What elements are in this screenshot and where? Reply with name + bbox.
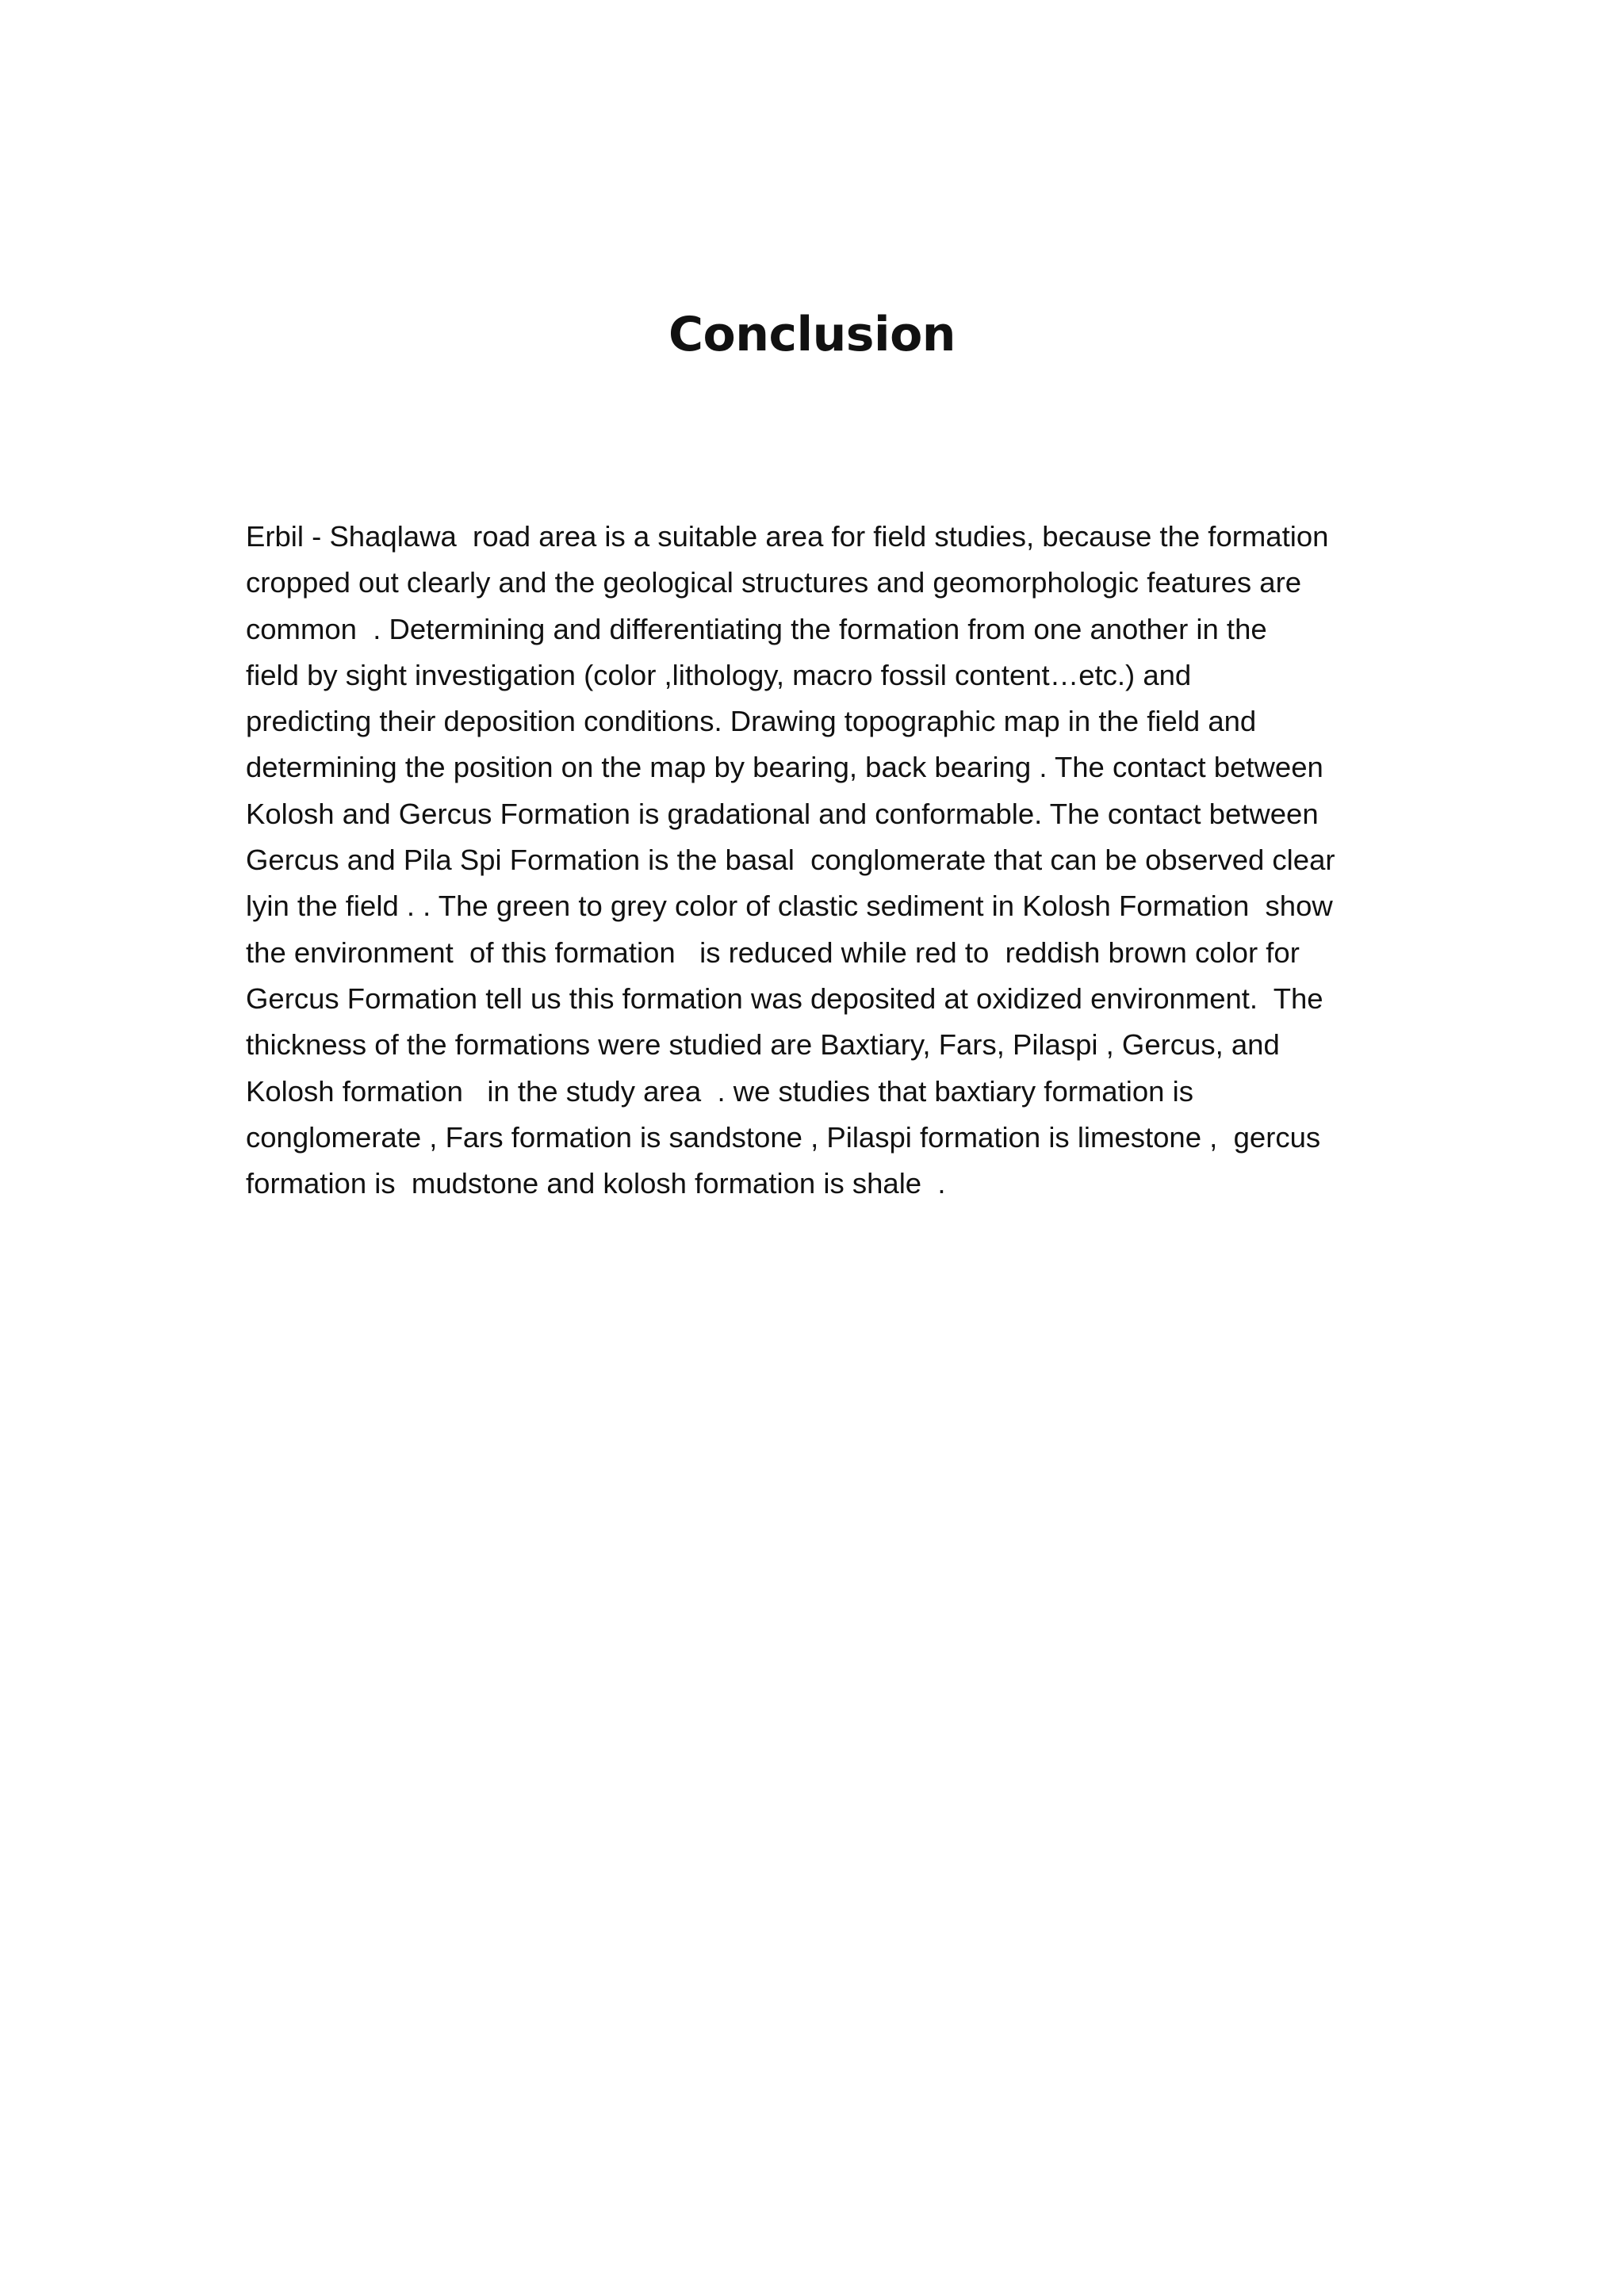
paragraph-line: Kolosh formation in the study area . we studies that baxtiary formation is bbox=[246, 1074, 1193, 1108]
paragraph-line: conglomerate , Fars formation is sandstone , Pilaspi formation is limestone , gercus bbox=[246, 1120, 1321, 1154]
paragraph-line: Gercus and Pila Spi Formation is the basal conglomerate that can be observed clear bbox=[246, 844, 1335, 877]
paragraph-line: predicting their deposition conditions. Drawing topographic map in the field and bbox=[246, 705, 1257, 738]
page-title: Conclusion bbox=[668, 307, 956, 362]
paragraph-line: the environment of this formation is reduced while red to reddish brown color for bbox=[246, 936, 1300, 969]
paragraph-line: thickness of the formations were studied are Baxtiary, Fars, Pilaspi , Gercus, and bbox=[246, 1028, 1280, 1062]
paragraph-line: determining the position on the map by bearing, back bearing . The contact between bbox=[246, 751, 1323, 784]
paragraph-line: Gercus Formation tell us this formation was deposited at oxidized environment. The bbox=[246, 982, 1323, 1015]
paragraph-line: formation is mudstone and kolosh formation is shale . bbox=[246, 1167, 946, 1200]
conclusion-paragraph bbox=[246, 514, 1411, 1207]
paragraph-line: common . Determining and differentiating the formation from one another in the bbox=[246, 612, 1267, 645]
paragraph-line: Erbil - Shaqlawa road area is a suitable area for field studies, because the formation bbox=[246, 520, 1329, 553]
paragraph-line: cropped out clearly and the geological structures and geomorphologic features are bbox=[246, 566, 1302, 599]
paragraph-line: field by sight investigation (color ,lithology, macro fossil content…etc.) and bbox=[246, 658, 1192, 691]
paragraph-line: lyin the field . . The green to grey color of clastic sediment in Kolosh Formation show bbox=[246, 890, 1333, 923]
paragraph-line: Kolosh and Gercus Formation is gradational and conformable. The contact between bbox=[246, 797, 1319, 830]
